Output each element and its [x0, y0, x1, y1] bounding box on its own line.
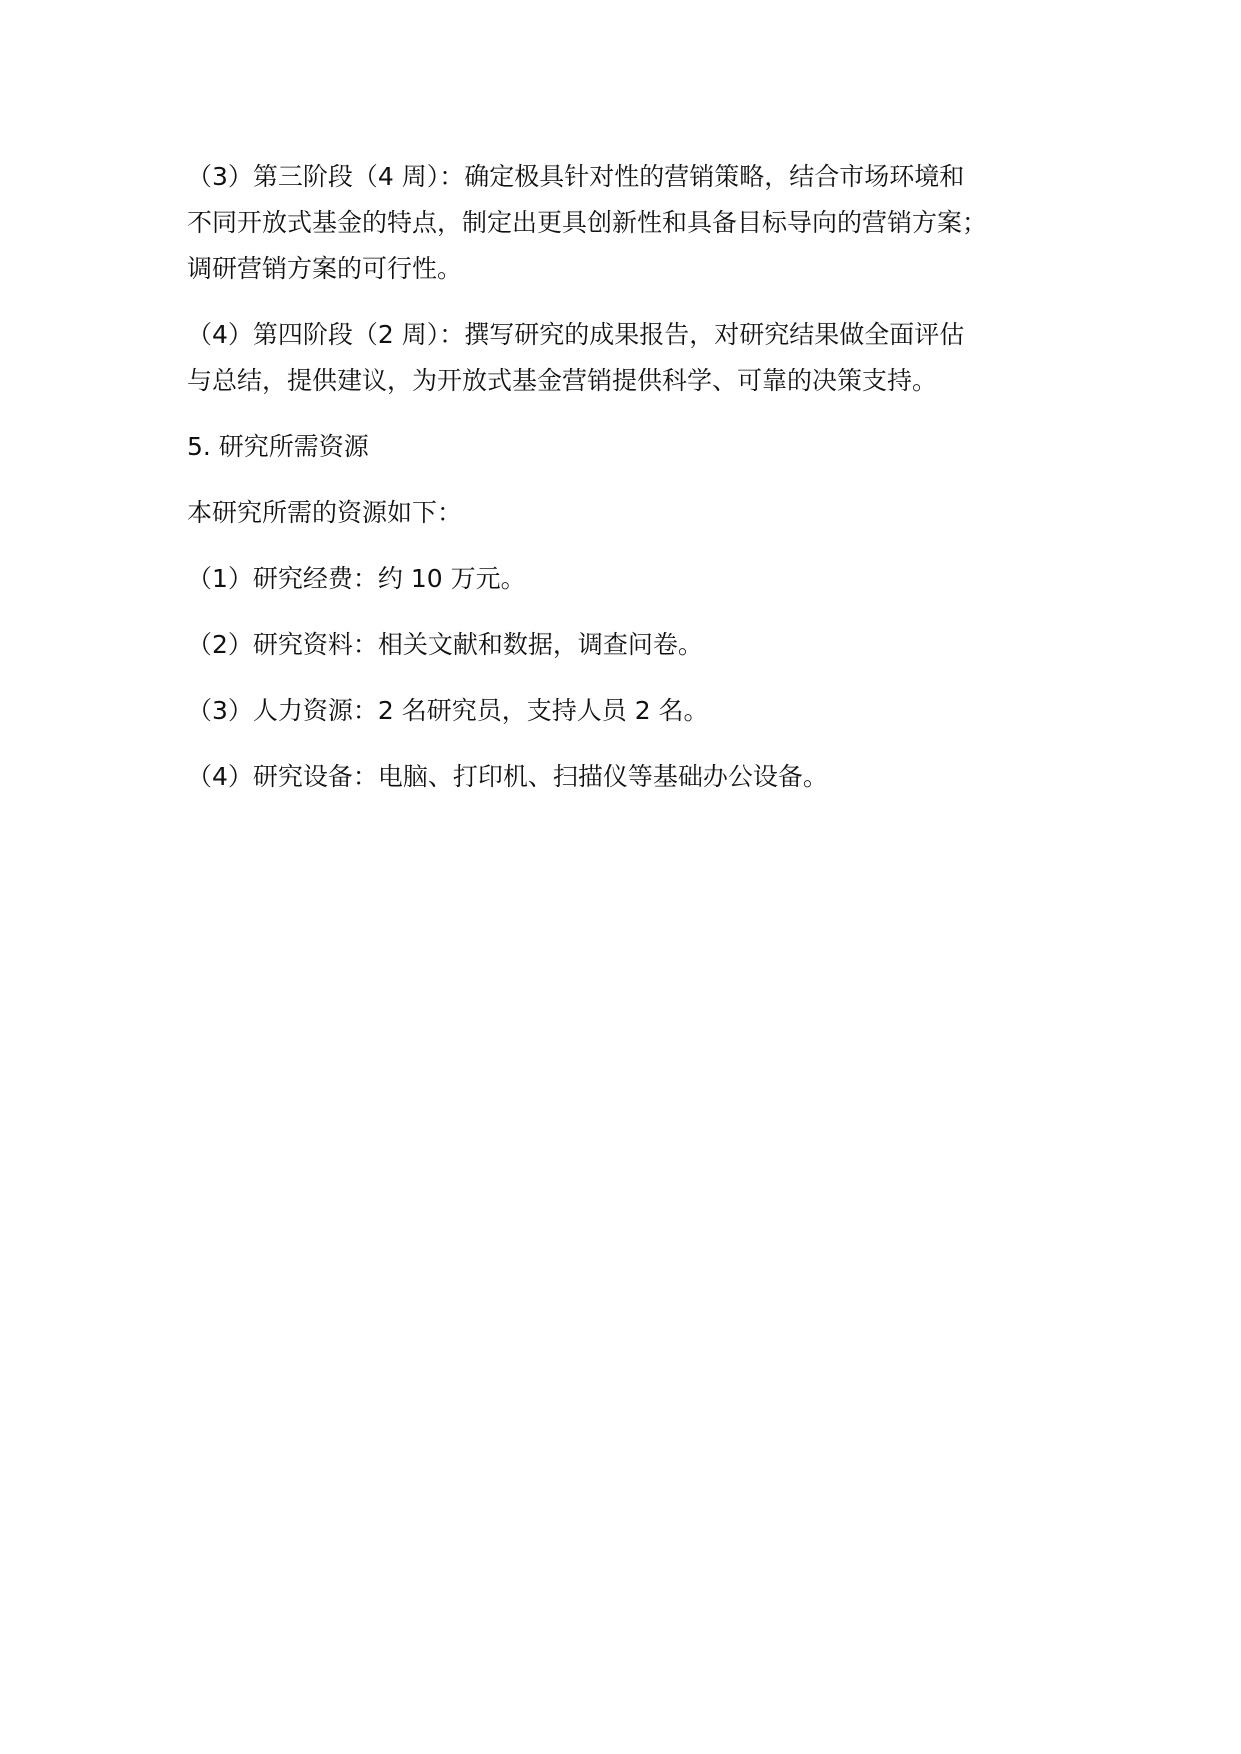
text-line: （1）研究经费：约 10 万元。 [187, 564, 526, 593]
text-line: 本研究所需的资源如下： [187, 498, 463, 527]
list-item-personnel [187, 688, 1087, 734]
section-heading-resources [187, 424, 1087, 470]
text-line: （3）第三阶段（4 周）：确定极具针对性的营销策略，结合市场环境和 [187, 162, 965, 191]
list-item-equipment [187, 754, 1087, 800]
list-item-materials [187, 622, 1087, 668]
text-line: 调研营销方案的可行性。 [187, 254, 463, 283]
text-line: 不同开放式基金的特点，制定出更具创新性和具备目标导向的营销方案； [187, 208, 988, 237]
paragraph-phase-3 [187, 154, 1087, 292]
list-item-funding [187, 556, 1087, 602]
paragraph-phase-4 [187, 312, 1087, 404]
paragraph-resources-intro [187, 490, 1087, 536]
text-line: 5. 研究所需资源 [187, 432, 369, 461]
text-line: （4）第四阶段（2 周）：撰写研究的成果报告，对研究结果做全面评估 [187, 320, 965, 349]
text-line: （2）研究资料：相关文献和数据，调查问卷。 [187, 630, 703, 659]
text-line: 与总结，提供建议，为开放式基金营销提供科学、可靠的决策支持。 [187, 366, 938, 395]
text-line: （4）研究设备：电脑、打印机、扫描仪等基础办公设备。 [187, 762, 828, 791]
document-body [187, 154, 1087, 820]
text-line: （3）人力资源：2 名研究员，支持人员 2 名。 [187, 696, 709, 725]
